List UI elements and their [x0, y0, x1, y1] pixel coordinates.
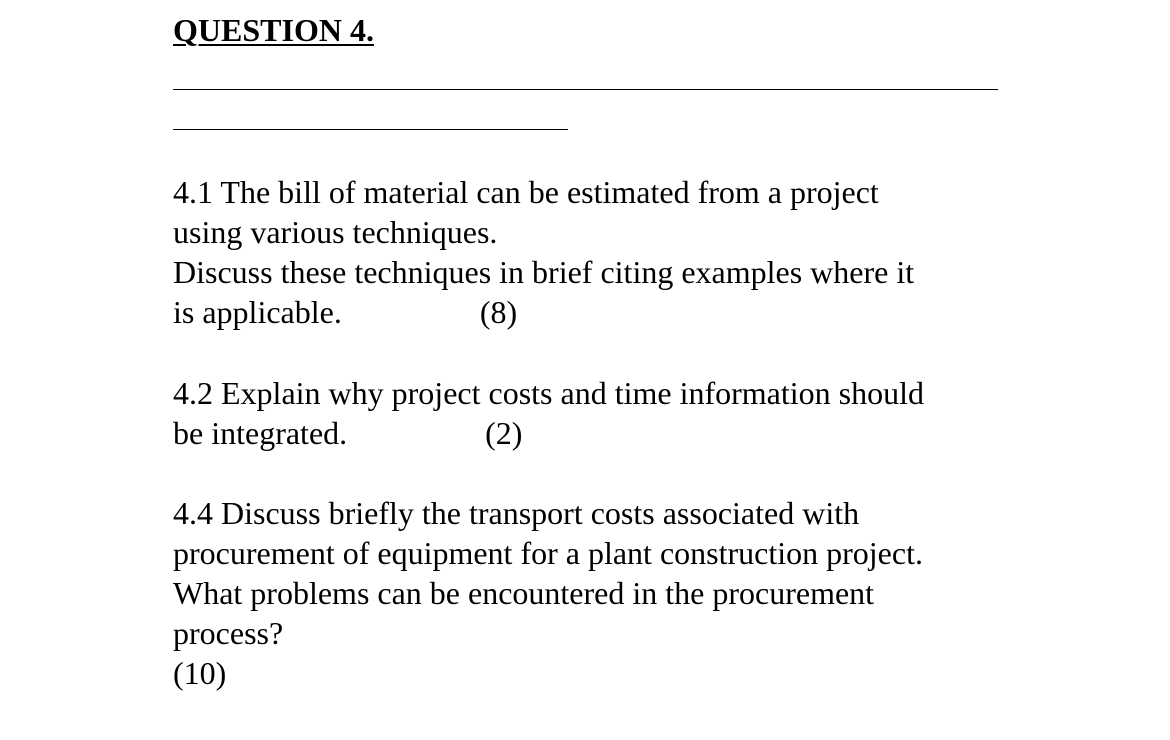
- question-text-fragment: be integrated.: [173, 415, 348, 451]
- question-text-line: 4.1 The bill of material can be estimated from a project: [173, 174, 879, 210]
- question-marks: (2): [485, 415, 523, 451]
- question-text-line: [173, 413, 924, 453]
- question-marks: (8): [479, 294, 518, 330]
- question-heading: QUESTION 4.: [173, 12, 374, 48]
- question-4-1: [173, 172, 914, 332]
- question-text-fragment: is applicable.: [173, 294, 342, 330]
- answer-line: [173, 129, 568, 130]
- answer-line: [173, 89, 998, 90]
- question-text-line: process?: [173, 615, 284, 651]
- question-text-line: procurement of equipment for a plant construction project.: [173, 535, 923, 571]
- question-text-line: 4.4 Discuss briefly the transport costs associated with: [173, 495, 860, 531]
- question-text-line: 4.2 Explain why project costs and time information should: [173, 375, 924, 411]
- question-4-4: [173, 493, 923, 693]
- question-4-2: [173, 373, 924, 453]
- question-text-line: What problems can be encountered in the procurement: [173, 575, 875, 611]
- question-text-line: using various techniques.: [173, 214, 498, 250]
- question-text-line: Discuss these techniques in brief citing examples where it: [173, 254, 915, 290]
- question-text-line: [173, 292, 914, 332]
- question-marks: (10): [173, 655, 227, 691]
